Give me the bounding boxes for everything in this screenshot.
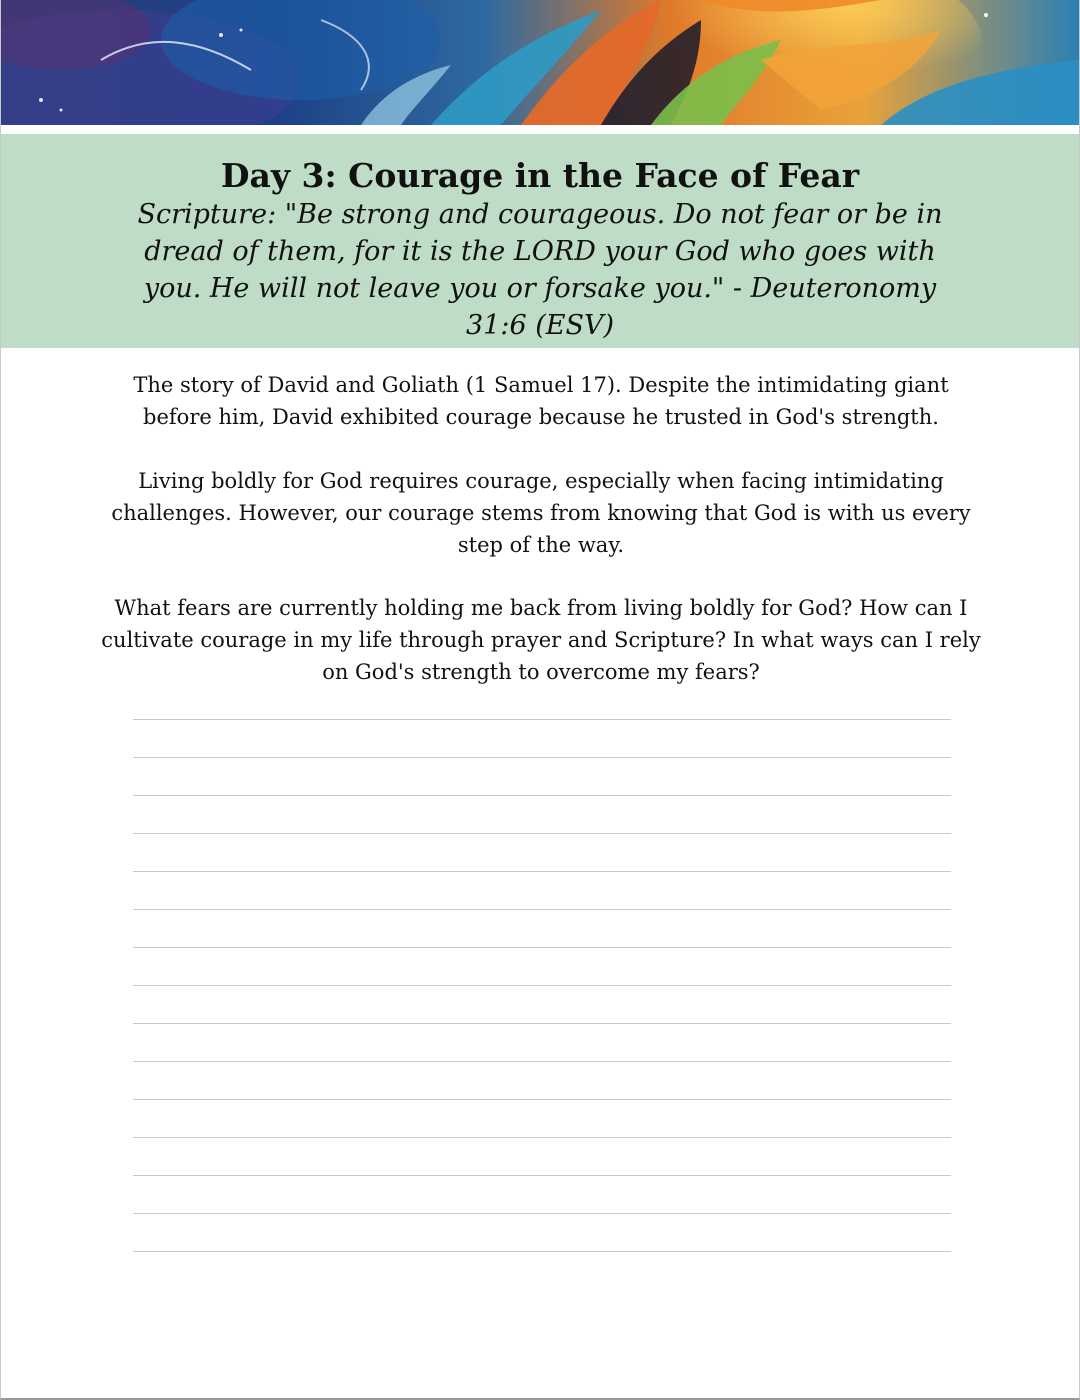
scripture-verse: Scripture: "Be strong and courageous. Do not fear or be in dread of them, for it is the LORD your God who goes with you. He will not leave you or forsake you." - Deuteronomy 31:6 (ESV): [137, 199, 943, 341]
writing-line[interactable]: [133, 871, 951, 909]
writing-line[interactable]: [133, 1251, 951, 1252]
reflection-paragraph: Living boldly for God requires courage, especially when facing intimidating challenges. However, our courage stems from knowing that God is with us every step of the way.: [111, 469, 971, 557]
writing-line[interactable]: [133, 1175, 951, 1213]
story-paragraph: The story of David and Goliath (1 Samuel 17). Despite the intimidating giant before him, David exhibited courage because he trusted in God's strength.: [133, 373, 949, 429]
writing-line[interactable]: [133, 795, 951, 833]
day-header: [1, 134, 1079, 348]
writing-line[interactable]: [133, 833, 951, 871]
writing-line[interactable]: [133, 985, 951, 1023]
writing-line[interactable]: [133, 1023, 951, 1061]
watercolor-banner-image: [1, 0, 1079, 125]
writing-lines[interactable]: [133, 719, 951, 1252]
writing-line[interactable]: [133, 1099, 951, 1137]
writing-line[interactable]: [133, 1137, 951, 1175]
writing-line[interactable]: [133, 1061, 951, 1099]
writing-line[interactable]: [133, 1213, 951, 1251]
page-title: Day 3: Courage in the Face of Fear: [220, 156, 860, 195]
writing-line[interactable]: [133, 909, 951, 947]
journal-prompt-questions: What fears are currently holding me back from living boldly for God? How can I cultivate courage in my life through prayer and Scripture? In what ways can I rely on God's strength to overcome my fears?: [101, 596, 981, 684]
writing-line[interactable]: [133, 719, 951, 757]
writing-line[interactable]: [133, 947, 951, 985]
writing-line[interactable]: [133, 757, 951, 795]
